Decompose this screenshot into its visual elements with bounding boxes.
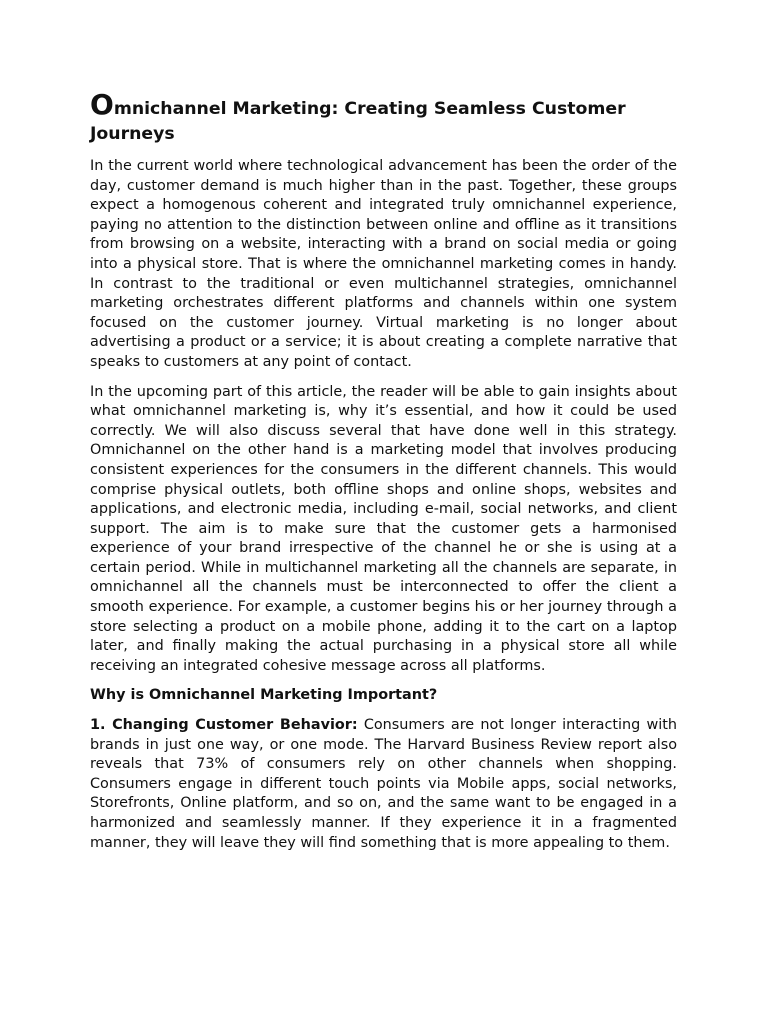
title-drop-cap: O [90,88,114,121]
document-page [90,88,677,863]
point-1-text: Consumers are not longer interacting with brands in just one way, or one mode. The Harvard Business Review report also reveals that 73% of consumers rely on other channels when shopping. Consumers engage in different touch points via Mobile apps, social networks, Storefronts, Online platform, and so on, and the same want to be engaged in a harmonized and seamlessly manner. If they experience it in a fragmented manner, they will leave they will find something that is more appealing to them. [90,717,677,851]
page-title [90,88,677,147]
title-text: mnichannel Marketing: Creating Seamless Customer Journeys [90,99,626,144]
intro-paragraph: In the current world where technological advancement has been the order of the day, customer demand is much higher than in the past. Together, these groups expect a homogenous coherent and integrated truly omnichannel experience, paying no attention to the distinction between online and offline as it transitions from browsing on a website, interacting with a brand on social media or going into a physical store. That is where the omnichannel marketing comes in handy. In contrast to the traditional or even multichannel strategies, omnichannel marketing orchestrates different platforms and channels within one system focused on the customer journey. Virtual marketing is no longer about advertising a product or a service; it is about creating a complete narrative that speaks to customers at any point of contact. [90,158,677,370]
section-heading: Why is Omnichannel Marketing Important? [90,687,438,704]
point-1-label: 1. Changing Customer Behavior: [90,717,358,734]
definition-paragraph: In the upcoming part of this article, the reader will be able to gain insights about what omnichannel marketing is, why it’s essential, and how it could be used correctly. We will also discuss several that have done well in this strategy. Omnichannel on the other hand is a marketing model that involves producing consistent experiences for the consumers in the different channels. This would comprise physical outlets, both offline shops and online shops, websites and applications, and electronic media, including e-mail, social networks, and client support. The aim is to make sure that the customer gets a harmonised experience of your brand irrespective of the channel he or she is using at a certain period. While in multichannel marketing all the channels are separate, in omnichannel all the channels must be interconnected to offer the client a smooth experience. For example, a customer begins his or her journey through a store selecting a product on a mobile phone, adding it to the cart on a laptop later, and finally making the actual purchasing in a physical store all while receiving an integrated cohesive message across all platforms. [90,383,677,674]
point-1-paragraph [90,716,677,853]
